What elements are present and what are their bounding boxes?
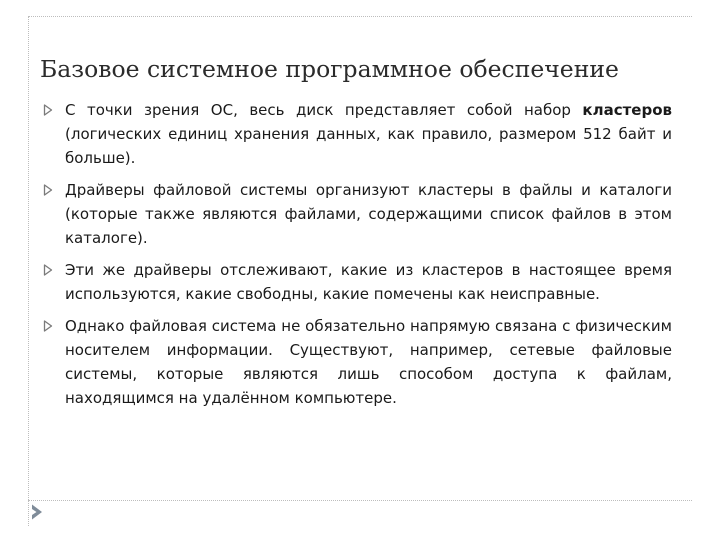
bullet-text bbox=[65, 98, 672, 170]
bullet-text bbox=[65, 314, 672, 410]
bullet-item bbox=[40, 98, 672, 170]
bullet-item bbox=[40, 314, 672, 410]
triangle-right-outline-icon bbox=[43, 320, 53, 332]
slide-frame-bottom-line bbox=[28, 500, 692, 501]
bullet-text-segment: С точки зрения ОС, весь диск представляет собой набор bbox=[65, 101, 583, 119]
bullet-text-segment: Драйверы файловой системы организуют кластеры в файлы и каталоги (которые также являются файлами, содержащими список файлов в этом каталоге). bbox=[65, 181, 672, 247]
bullet-text-segment: Эти же драйверы отслеживают, какие из кластеров в настоящее время используются, какие свободны, какие помечены как неисправные. bbox=[65, 261, 672, 303]
bullet-text bbox=[65, 178, 672, 250]
bullet-text bbox=[65, 258, 672, 306]
bullet-text-segment: Однако файловая система не обязательно напрямую связана с физическим носителем информации. Существуют, например, сетевые файловые системы, которые являются лишь способом доступа к файлам, находящимся на удалённом компьютере. bbox=[65, 317, 672, 407]
slide-title: Базовое системное программное обеспечение bbox=[40, 55, 619, 83]
bullet-text-segment: (логических единиц хранения данных, как правило, размером 512 байт и больше). bbox=[65, 125, 672, 167]
bullet-list bbox=[40, 98, 672, 418]
bullet-item bbox=[40, 258, 672, 306]
triangle-right-outline-icon bbox=[43, 264, 53, 276]
bullet-text-bold-term: кластеров bbox=[582, 101, 672, 119]
triangle-right-outline-icon bbox=[43, 104, 53, 116]
slide-frame-left-line bbox=[28, 16, 29, 526]
slide-frame-top-line bbox=[28, 16, 692, 17]
triangle-right-outline-icon bbox=[43, 184, 53, 196]
nav-arrow-right-icon[interactable] bbox=[30, 503, 44, 521]
bullet-item bbox=[40, 178, 672, 250]
